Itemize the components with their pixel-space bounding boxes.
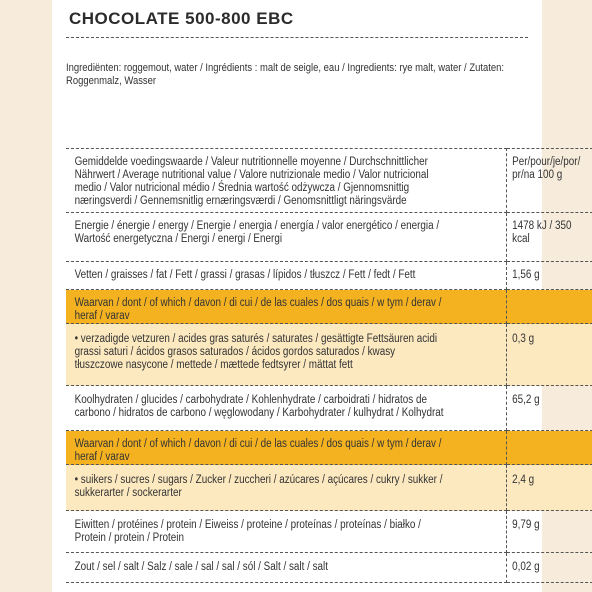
nutrition-row-salt: [66, 553, 592, 583]
nutrition-table: [66, 148, 592, 583]
row-value: 2,4 g: [512, 474, 535, 486]
nutrition-header-value: Per/pour/je/por/ pr/na 100 g: [512, 156, 581, 181]
row-label: Koolhydraten / glucides / carbohydrate / Kohlenhydrate / carboidrati / hidratos de carbono / hidratos de carbono / węglowodany / Karbohydrater / kulhydrat / Kolhydrat: [74, 394, 444, 419]
ingredients-text: Ingrediënten: roggemout, water / Ingrédients : malt de seigle, eau / Ingredients: rye malt, water / Zutaten: Roggenmalz, Wasser: [66, 62, 505, 87]
row-label: Energie / énergie / energy / Energie / energia / energía / valor energético / energia / Wartość energetyczna / Energi / energi / Energi: [74, 220, 440, 245]
row-value: 1,56 g: [512, 269, 540, 281]
nutrition-row-protein: [66, 511, 592, 553]
row-value: [507, 290, 581, 297]
row-label: Waarvan / dont / of which / davon / di cui / de las cuales / dos quais / w tym / derav / heraf / varav: [74, 438, 442, 463]
nutrition-header-label: Gemiddelde voedingswaarde / Valeur nutritionnelle moyenne / Durchschnittlicher Nährwert / Average nutritional value / Valore nutrizionale medio / Valor nutricional medio / Valor nutricional médio / Średnia wartość odżywcza / Gjennomsnittig næringsverdi / Gennemsnitlig ernæringsværdi / Genomsnittligt näringsvärde: [74, 156, 429, 207]
row-value: 1478 kJ / 350 kcal: [512, 220, 572, 245]
row-value: [507, 431, 581, 438]
nutrition-row-energy: [66, 213, 592, 262]
row-label: Eiwitten / protéines / protein / Eiweiss / proteine / proteínas / proteínas / białko / Protein / protein / Protein: [74, 519, 421, 544]
title-divider: [66, 37, 528, 38]
row-label: • verzadigde vetzuren / acides gras saturés / saturates / gesättigte Fettsäuren acidi grassi saturi / ácidos grasos saturados / ácidos gordos saturados / kwasy tłuszczowe nasycone / mettede / mættede fedtsyrer / mättat fett: [74, 333, 438, 371]
row-label: Waarvan / dont / of which / davon / di cui / de las cuales / dos quais / w tym / derav / heraf / varav: [74, 297, 442, 322]
nutrition-row-carbohydrate: [66, 386, 592, 431]
row-value: 0,02 g: [512, 561, 540, 573]
row-value: 65,2 g: [512, 394, 540, 406]
label-card: [52, 0, 581, 592]
row-label: • suikers / sucres / sugars / Zucker / zuccheri / azúcares / açúcares / cukry / sukker / sukkerarter / sockerarter: [74, 474, 443, 499]
nutrition-row-of-which-2: [66, 431, 592, 465]
nutrition-header-row: [66, 149, 592, 213]
nutrition-row-of-which: [66, 290, 592, 324]
row-value: 0,3 g: [512, 333, 535, 345]
row-label: Zout / sel / salt / Salz / sale / sal / sal / sól / Salt / salt / salt: [74, 561, 328, 573]
nutrition-row-fat: [66, 262, 592, 290]
nutrition-row-sugars: [66, 465, 592, 511]
row-value: 9,79 g: [512, 519, 540, 531]
product-title: CHOCOLATE 500-800 EBC: [69, 9, 294, 28]
nutrition-row-saturates: [66, 324, 592, 386]
row-label: Vetten / graisses / fat / Fett / grassi / grasas / lípidos / tłuszcz / Fett / fedt / Fett: [74, 269, 416, 281]
